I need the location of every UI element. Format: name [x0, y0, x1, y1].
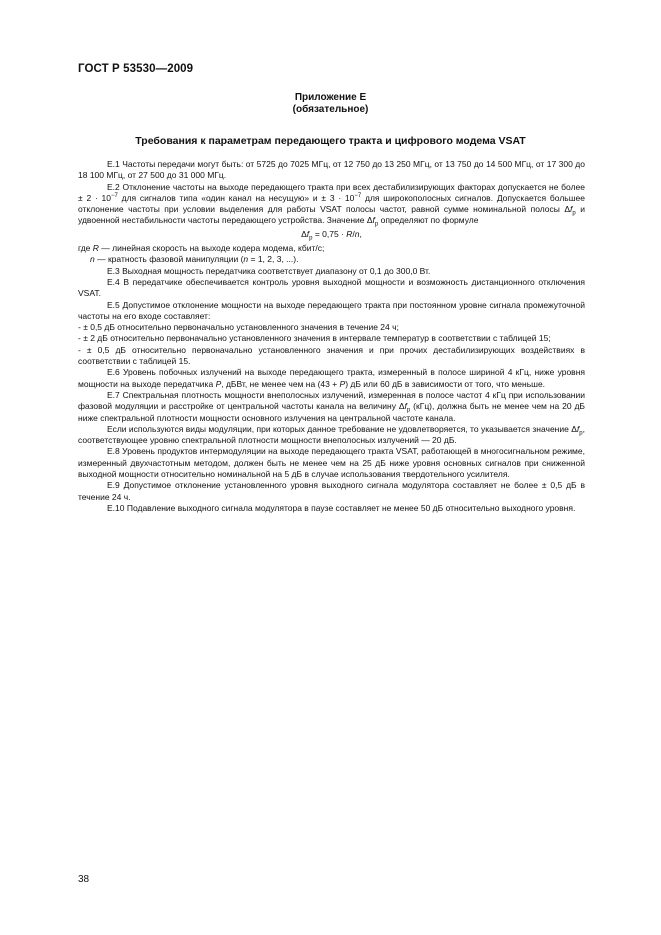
- annex-title: Приложение Е: [294, 92, 367, 103]
- paragraph-e9: Е.9 Допустимое отклонение установленного уровня выходного сигнала модулятора составляет не более ± 0,5 дБ в течение 24 ч.: [78, 480, 585, 502]
- annex-subtitle: (обязательное): [292, 104, 369, 115]
- paragraph-e4: Е.4 В передатчике обеспечивается контроль уровня выходной мощности и возможность дистанционного отключения VSAT.: [78, 276, 585, 299]
- paragraph-e8: Е.8 Уровень продуктов интермодуляции на выходе передающего тракта VSAT, работающей в многосигнальном режиме, измеренный двухчастотным методом, должен быть не менее чем на 25 дБ ниже уровня основных сигналов при сниженной выходной мощности относительно номинальной на 5 дБ в случае использования твердотельного усилителя.: [78, 446, 585, 480]
- paragraph-e7: Е.7 Спектральная плотность мощности внеполосных излучений, измеренная в полосе частот 4 кГц при использовании фазовой модуляции и расстройке от центральной частоты канала на величину $\Delta f_р$ (кГц), должна быть не менее чем на 20 дБ ниже спектральной плотности мощности основного излучения на центральной частоте канала.: [78, 389, 586, 423]
- list-item: - ± 0,5 дБ относительно первоначально установленного значения и при прочих дестабилизирующих воздействиях в соответствии с таблицей 15.: [78, 344, 585, 367]
- paragraph-e6: Е.6 Уровень побочных излучений на выходе передающего тракта, измеренный в полосе шириной 4 кГц, ниже уровня мощности на выходе передатчика P, дБВт, не менее чем на (43 + P) дБ или 60 дБ в зависимости от того, что меньше.: [78, 367, 585, 389]
- paragraph-e5: Е.5 Допустимое отклонение мощности на выходе передающего тракта при постоянном уровне сигнала промежуточной частоты на его входе составляет:: [78, 299, 585, 321]
- formula: $\Delta f_р = 0,75 \cdot R/n$,: [301, 228, 362, 242]
- list-item: - ± 2 дБ относительно первоначально установленного значения в интервале температур в соответствии с таблицей 15;: [78, 333, 551, 344]
- paragraph-e3: Е.3 Выходная мощность передатчика соответствует диапазону от 0,1 до 300,0 Вт.: [107, 265, 431, 276]
- list-item: - ± 0,5 дБ относительно первоначально установленного значения в течение 24 ч;: [78, 322, 399, 333]
- paragraph-e1: Е.1 Частоты передачи могут быть: от 5725 до 7025 МГц, от 12 750 до 13 250 МГц, от 13 750 до 14 500 МГц, от 17 300 до 18 100 МГц, от 27 500 до 31 000 МГц.: [78, 159, 585, 181]
- annex-heading: [0, 92, 661, 116]
- paragraph-e7-note: Если используются виды модуляции, при которых данное требование не удовлетворяется, то указывается значение $\Delta f_р$, соответствующее уровню спектральной плотности мощности внеполосных излучений — 20 дБ.: [78, 423, 585, 446]
- paragraph-e10: Е.10 Подавление выходного сигнала модулятора в паузе составляет не менее 50 дБ относительно выходного уровня.: [107, 502, 576, 513]
- section-title: Требования к параметрам передающего тракта и цифрового модема VSAT: [135, 135, 526, 147]
- paragraph-e2: Е.2 Отклонение частоты на выходе передающего тракта при всех дестабилизирующих факторах допускается не более ± $2 \cdot 10^{-7}$ для сигналов типа «один канал на несущую» $и \pm 3 \cdot 10^{-7}$ для широкополосных сигналов. Допускается большее отклонение частоты при условии выделения для работы VSAT полосы частот, равной сумме номинальной полосы $\Delta f_р$ и удвоенной нестабильности частоты передающего устройства. Значение $\Delta f_р$ определяют по формуле: [78, 181, 585, 229]
- page-number: 38: [78, 874, 90, 885]
- formula-where-n: n — кратность фазовой манипуляции (n = 1, 2, 3, ...).: [90, 254, 299, 265]
- formula-where-r: где R — линейная скорость на выходе кодера модема, кбит/с;: [78, 243, 325, 254]
- document-body: [78, 159, 585, 514]
- document-standard-id: ГОСТ Р 53530—2009: [78, 63, 194, 75]
